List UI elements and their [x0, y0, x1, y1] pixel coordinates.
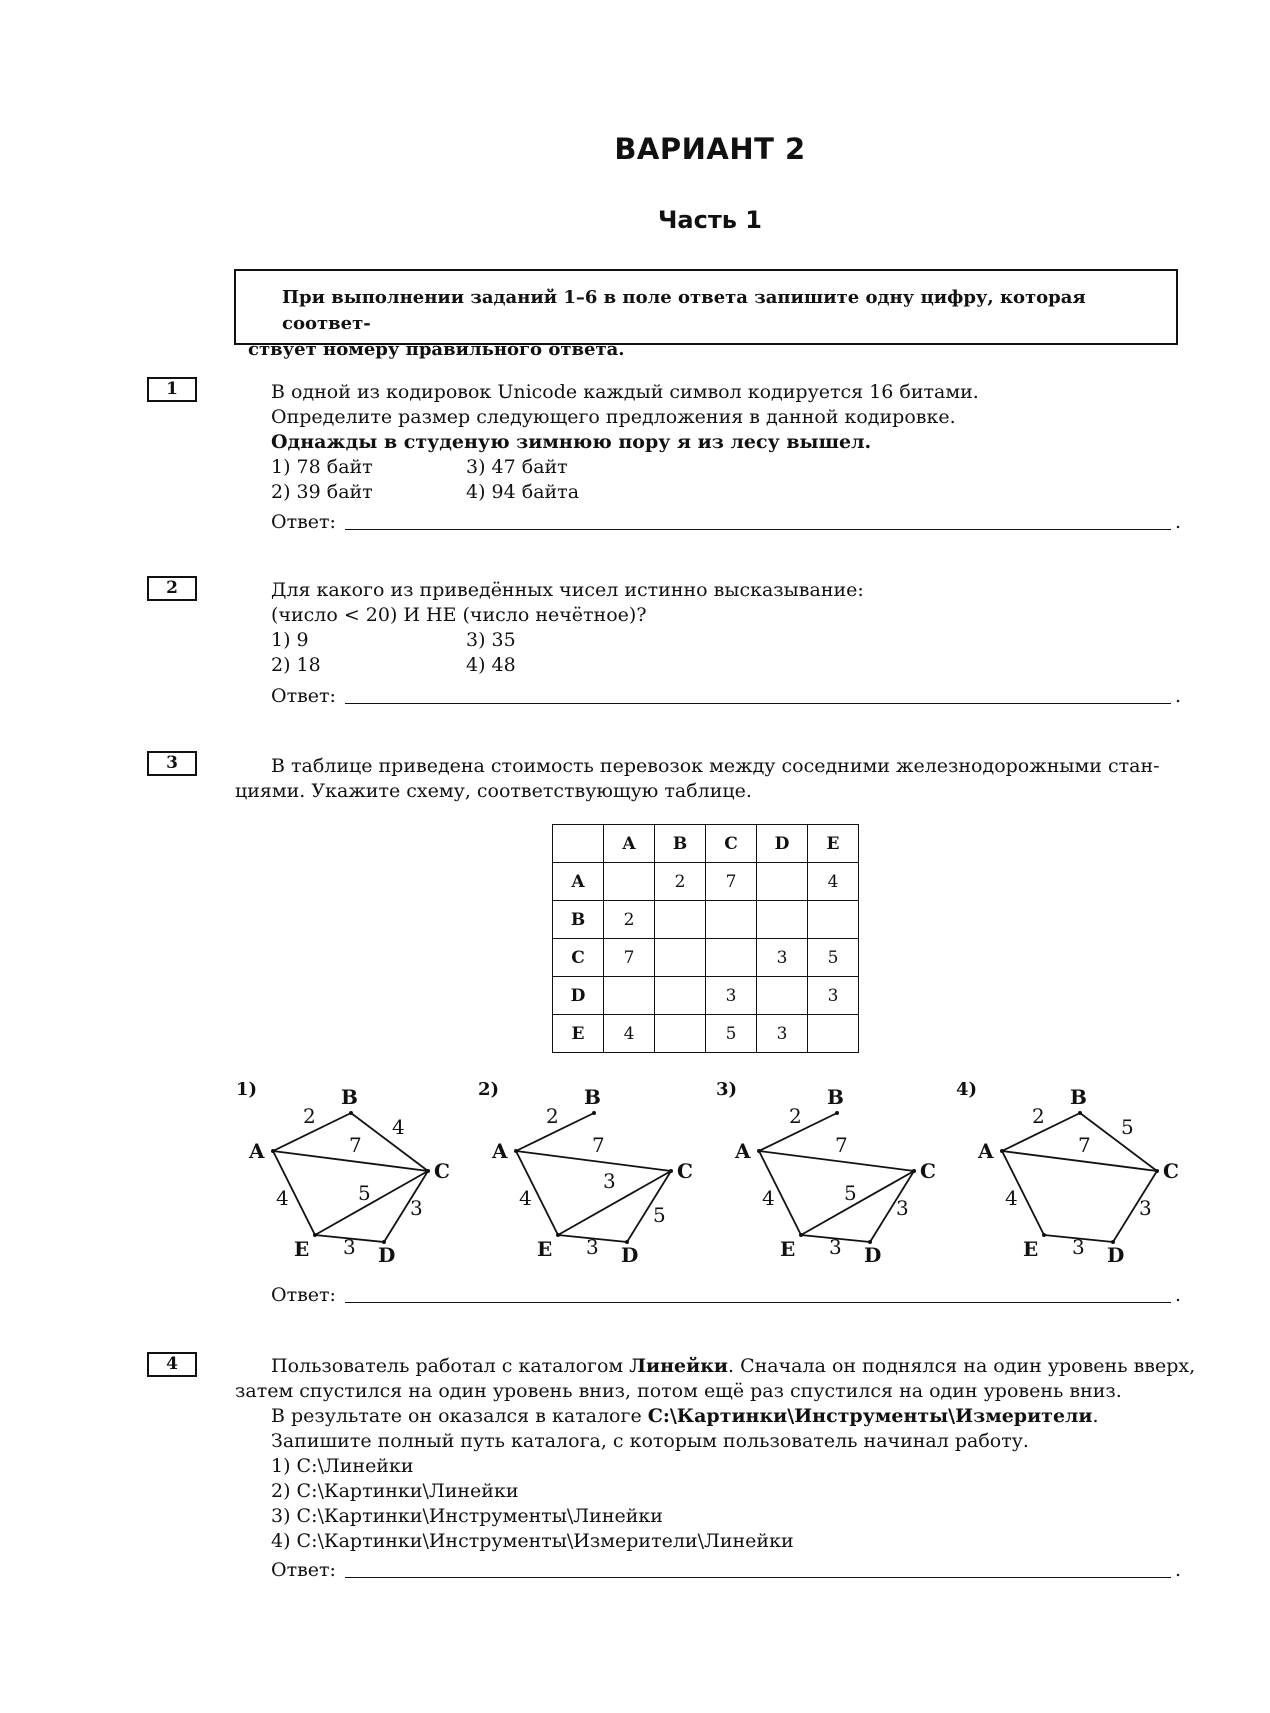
q4-text-4: Запишите полный путь каталога, с которым пользователь начинал работу. — [271, 1430, 1029, 1452]
q4-text-2: затем спустился на один уровень вниз, потом ещё раз спустился на один уровень вниз. — [235, 1380, 1122, 1402]
q4-option-2: 2) С:\Картинки\Линейки — [271, 1480, 519, 1502]
answer-label: Ответ: — [271, 1284, 336, 1306]
table-cell — [706, 939, 757, 977]
scheme-1-label-c: C — [434, 1159, 450, 1183]
table-cell: 5 — [808, 939, 859, 977]
part-title: Часть 1 — [658, 206, 762, 234]
q4-text-3a: В результате он оказался в каталоге — [271, 1405, 648, 1427]
scheme-1-label-b: B — [341, 1085, 358, 1109]
q1-text-1: В одной из кодировок Unicode каждый символ кодируется 16 битами. — [271, 381, 979, 403]
question-number-1: 1 — [147, 377, 197, 402]
route-schemes — [0, 1070, 1270, 1270]
scheme-4-node-e — [1042, 1233, 1046, 1237]
scheme-3-label-a: A — [735, 1139, 751, 1163]
q1-answer-field[interactable] — [271, 510, 1181, 534]
scheme-2-node-b — [592, 1111, 596, 1115]
table-header-cell: E — [808, 825, 859, 863]
table-cell — [757, 863, 808, 901]
scheme-1-option-label: 1) — [236, 1079, 258, 1100]
scheme-2-node-c — [669, 1169, 673, 1173]
scheme-4-weight: 4 — [1005, 1186, 1018, 1210]
table-cell — [757, 977, 808, 1015]
variant-title: ВАРИАНТ 2 — [614, 132, 806, 166]
scheme-4-label-b: B — [1070, 1085, 1087, 1109]
table-cell — [808, 1015, 859, 1053]
scheme-3-label-d: D — [864, 1243, 882, 1267]
scheme-1-label-d: D — [378, 1243, 396, 1267]
q4-text-3c: . — [1092, 1405, 1099, 1427]
scheme-2-option-label: 2) — [478, 1079, 500, 1100]
q4-text-1c: . Сначала он поднялся на один уровень вверх, — [728, 1355, 1196, 1377]
table-row — [553, 901, 859, 939]
scheme-4-node-c — [1155, 1169, 1159, 1173]
q2-text-2: (число < 20) И НЕ (число нечётное)? — [271, 604, 647, 626]
table-row — [553, 977, 859, 1015]
scheme-2-label-e: E — [537, 1237, 553, 1261]
scheme-2-label-d: D — [621, 1243, 639, 1267]
table-header-cell: A — [604, 825, 655, 863]
scheme-3-weight: 4 — [762, 1186, 775, 1210]
scheme-4-option-label: 4) — [956, 1079, 978, 1100]
scheme-4-weight: 7 — [1078, 1133, 1091, 1157]
scheme-3-label-e: E — [780, 1237, 796, 1261]
q4-text-1 — [271, 1354, 1195, 1378]
answer-line[interactable] — [345, 1302, 1171, 1303]
scheme-3-weight: 3 — [896, 1196, 909, 1220]
q3-text-1: В таблице приведена стоимость перевозок между соседними железнодорожными стан- — [271, 755, 1160, 777]
scheme-3-option-label: 3) — [716, 1079, 738, 1100]
question-number-4: 4 — [147, 1352, 197, 1377]
scheme-4-weight: 3 — [1139, 1196, 1152, 1220]
table-cell — [706, 901, 757, 939]
scheme-4-node-b — [1078, 1111, 1082, 1115]
table-row-header: D — [553, 977, 604, 1015]
q4-text-1a: Пользователь работал с каталогом — [271, 1355, 630, 1377]
q1-option-2: 2) 39 байт — [271, 481, 373, 503]
scheme-3-node-c — [912, 1169, 916, 1173]
instruction-line-1: При выполнении заданий 1–6 в поле ответа запишите одну цифру, которая соответ- — [282, 287, 1086, 334]
scheme-2-weight: 7 — [592, 1133, 605, 1157]
table-cell — [655, 1015, 706, 1053]
scheme-2-label-b: B — [584, 1085, 601, 1109]
scheme-1-node-a — [271, 1149, 275, 1153]
answer-end: . — [1174, 1559, 1181, 1581]
table-header-cell: B — [655, 825, 706, 863]
question-number-3: 3 — [147, 751, 197, 776]
scheme-2-weight: 3 — [603, 1169, 616, 1193]
q2-option-4: 4) 48 — [466, 654, 516, 676]
cost-table — [552, 824, 859, 1053]
table-cell — [757, 901, 808, 939]
table-cell: 5 — [706, 1015, 757, 1053]
table-cell — [604, 863, 655, 901]
scheme-3-node-a — [757, 1149, 761, 1153]
q2-option-3: 3) 35 — [466, 629, 516, 651]
scheme-1-weight: 4 — [276, 1186, 289, 1210]
q3-text-2: циями. Укажите схему, соответствующую таблице. — [235, 780, 752, 802]
scheme-1-label-a: A — [249, 1139, 265, 1163]
q4-target-path: С:\Картинки\Инструменты\Измерители — [647, 1405, 1093, 1427]
table-cell: 2 — [655, 863, 706, 901]
table-cell — [655, 901, 706, 939]
table-cell: 3 — [757, 1015, 808, 1053]
scheme-1-weight: 4 — [392, 1115, 405, 1139]
answer-label: Ответ: — [271, 511, 336, 533]
scheme-3-node-b — [835, 1111, 839, 1115]
scheme-2-node-e — [556, 1233, 560, 1237]
scheme-2-weight: 2 — [546, 1104, 559, 1128]
scheme-1-weight: 7 — [349, 1133, 362, 1157]
table-cell — [655, 977, 706, 1015]
table-cell — [604, 977, 655, 1015]
scheme-2-label-a: A — [492, 1139, 508, 1163]
answer-line[interactable] — [345, 529, 1171, 530]
table-cell: 7 — [706, 863, 757, 901]
q2-answer-field[interactable] — [271, 684, 1181, 708]
answer-end: . — [1174, 511, 1181, 533]
q4-text-3 — [271, 1404, 1099, 1428]
scheme-3-weight: 2 — [789, 1104, 802, 1128]
q4-option-4: 4) С:\Картинки\Инструменты\Измерители\Линейки — [271, 1530, 794, 1552]
q4-option-3: 3) С:\Картинки\Инструменты\Линейки — [271, 1505, 663, 1527]
question-number-2: 2 — [147, 576, 197, 601]
q3-answer-field[interactable] — [271, 1283, 1181, 1307]
table-row — [553, 863, 859, 901]
table-row-header: B — [553, 901, 604, 939]
table-row-header: E — [553, 1015, 604, 1053]
table-cell: 4 — [604, 1015, 655, 1053]
scheme-4-weight: 2 — [1032, 1104, 1045, 1128]
table-row-header: C — [553, 939, 604, 977]
scheme-3-weight: 5 — [844, 1181, 857, 1205]
answer-line[interactable] — [345, 1577, 1171, 1578]
scheme-1-weight: 2 — [303, 1104, 316, 1128]
table-cell: 2 — [604, 901, 655, 939]
scheme-3-label-b: B — [827, 1085, 844, 1109]
table-cell: 3 — [706, 977, 757, 1015]
scheme-2-weight: 4 — [519, 1186, 532, 1210]
scheme-1-node-e — [313, 1233, 317, 1237]
scheme-3-weight: 3 — [829, 1235, 842, 1259]
answer-end: . — [1174, 685, 1181, 707]
scheme-2-weight: 3 — [586, 1235, 599, 1259]
instruction-box — [234, 269, 1178, 360]
answer-label: Ответ: — [271, 1559, 336, 1581]
table-cell: 3 — [808, 977, 859, 1015]
scheme-4-weight: 3 — [1072, 1235, 1085, 1259]
q4-folder-name: Линейки — [629, 1355, 729, 1377]
q1-option-1: 1) 78 байт — [271, 456, 373, 478]
scheme-4-node-a — [1000, 1149, 1004, 1153]
table-header-cell: D — [757, 825, 808, 863]
scheme-4-label-c: C — [1163, 1159, 1179, 1183]
scheme-2-label-c: C — [677, 1159, 693, 1183]
scheme-2-weight: 5 — [653, 1203, 666, 1227]
table-row — [553, 1015, 859, 1053]
q1-option-3: 3) 47 байт — [466, 456, 568, 478]
scheme-4-label-e: E — [1023, 1237, 1039, 1261]
table-header-cell: C — [706, 825, 757, 863]
table-cell: 7 — [604, 939, 655, 977]
scheme-1-node-c — [426, 1169, 430, 1173]
q1-text-2: Определите размер следующего предложения в данной кодировке. — [271, 406, 956, 428]
table-header-cell — [553, 825, 604, 863]
table-cell — [655, 939, 706, 977]
table-row — [553, 939, 859, 977]
q2-option-1: 1) 9 — [271, 629, 309, 651]
scheme-4-label-a: A — [978, 1139, 994, 1163]
scheme-3-node-e — [799, 1233, 803, 1237]
scheme-3-weight: 7 — [835, 1133, 848, 1157]
table-header-row — [553, 825, 859, 863]
q1-sentence: Однажды в студеную зимнюю пору я из лесу вышел. — [271, 431, 872, 453]
scheme-3-label-c: C — [920, 1159, 936, 1183]
answer-label: Ответ: — [271, 685, 336, 707]
scheme-1-label-e: E — [294, 1237, 310, 1261]
table-cell: 3 — [757, 939, 808, 977]
q4-answer-field[interactable] — [271, 1558, 1181, 1582]
answer-end: . — [1174, 1284, 1181, 1306]
scheme-1-weight: 5 — [358, 1181, 371, 1205]
q1-option-4: 4) 94 байта — [466, 481, 580, 503]
scheme-1-weight: 3 — [410, 1196, 423, 1220]
q2-text-1: Для какого из приведённых чисел истинно высказывание: — [271, 579, 864, 601]
scheme-1-weight: 3 — [343, 1235, 356, 1259]
answer-line[interactable] — [345, 703, 1171, 704]
instruction-line-2: ствует номеру правильного ответа. — [248, 339, 625, 360]
table-row-header: A — [553, 863, 604, 901]
table-cell: 4 — [808, 863, 859, 901]
scheme-1-node-b — [349, 1111, 353, 1115]
table-cell — [808, 901, 859, 939]
q4-option-1: 1) С:\Линейки — [271, 1455, 414, 1477]
scheme-4-weight: 5 — [1121, 1115, 1134, 1139]
q2-option-2: 2) 18 — [271, 654, 321, 676]
scheme-4-label-d: D — [1107, 1243, 1125, 1267]
scheme-2-node-a — [514, 1149, 518, 1153]
